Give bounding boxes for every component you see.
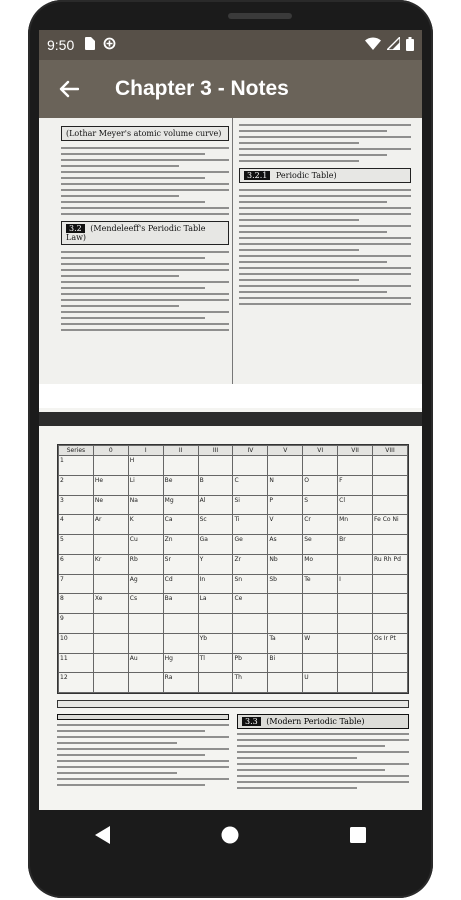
table-cell: 4 xyxy=(59,515,94,535)
table-cell xyxy=(198,456,233,476)
table-header-cell: IV xyxy=(233,446,268,456)
table-cell: Ra xyxy=(163,673,198,693)
table-cell: Os Ir Pt xyxy=(373,633,408,653)
data-saver-icon xyxy=(103,37,116,53)
table-cell xyxy=(338,633,373,653)
table-cell xyxy=(373,535,408,555)
table-cell xyxy=(93,653,128,673)
table-cell xyxy=(128,614,163,634)
table-cell: Tl xyxy=(198,653,233,673)
battery-icon xyxy=(406,37,414,54)
table-cell: N xyxy=(268,475,303,495)
table-cell: Th xyxy=(233,673,268,693)
table-cell xyxy=(163,456,198,476)
table-cell: Ti xyxy=(233,515,268,535)
table-cell: F xyxy=(338,475,373,495)
table-row xyxy=(59,594,408,614)
table-cell: C xyxy=(233,475,268,495)
table-cell: H xyxy=(128,456,163,476)
table-cell: In xyxy=(198,574,233,594)
table-cell xyxy=(93,574,128,594)
table-cell xyxy=(338,673,373,693)
table-cell: B xyxy=(198,475,233,495)
column-divider xyxy=(232,118,233,384)
table-cell xyxy=(163,633,198,653)
table-cell: Bi xyxy=(268,653,303,673)
periodic-table xyxy=(57,444,409,694)
table-row xyxy=(59,574,408,594)
table-cell: Fe Co Ni xyxy=(373,515,408,535)
table-cell: Sc xyxy=(198,515,233,535)
table-cell: Ca xyxy=(163,515,198,535)
table-cell: 8 xyxy=(59,594,94,614)
table-cell: Xe xyxy=(93,594,128,614)
table-cell: Na xyxy=(128,495,163,515)
table-cell xyxy=(233,614,268,634)
table-cell: Ce xyxy=(233,594,268,614)
table-cell xyxy=(93,633,128,653)
table-cell xyxy=(163,614,198,634)
table-cell xyxy=(373,495,408,515)
page1-section-box: (Lothar Meyer's atomic volume curve) xyxy=(61,126,229,141)
table-header-cell: III xyxy=(198,446,233,456)
table-cell: Kr xyxy=(93,554,128,574)
wifi-icon xyxy=(365,37,381,53)
table-cell: S xyxy=(303,495,338,515)
signal-icon xyxy=(387,37,400,53)
document-page-1 xyxy=(39,118,422,384)
sim-card-icon xyxy=(84,37,95,53)
table-cell: W xyxy=(303,633,338,653)
page2-lower-left-column xyxy=(57,714,229,793)
table-header-cell: Series xyxy=(59,446,94,456)
table-cell: Mn xyxy=(338,515,373,535)
table-cell: Cr xyxy=(303,515,338,535)
page2-lower-box xyxy=(57,700,409,708)
nav-back-button[interactable] xyxy=(73,810,133,860)
table-cell: Ta xyxy=(268,633,303,653)
table-cell: Cs xyxy=(128,594,163,614)
table-cell xyxy=(373,594,408,614)
table-cell: Br xyxy=(338,535,373,555)
table-cell: Pb xyxy=(233,653,268,673)
page1-left-column xyxy=(61,120,229,335)
table-cell xyxy=(373,456,408,476)
table-cell: 5 xyxy=(59,535,94,555)
table-cell: Au xyxy=(128,653,163,673)
table-cell: Hg xyxy=(163,653,198,673)
back-button[interactable] xyxy=(39,60,99,118)
table-cell: Sr xyxy=(163,554,198,574)
table-cell: I xyxy=(338,574,373,594)
document-viewer[interactable] xyxy=(39,118,422,810)
page2-header-strip xyxy=(39,412,422,426)
status-bar xyxy=(39,30,422,60)
table-cell xyxy=(268,594,303,614)
page1-right-column xyxy=(239,120,411,309)
table-row xyxy=(59,653,408,673)
table-cell xyxy=(93,535,128,555)
table-cell xyxy=(338,653,373,673)
table-cell: Cd xyxy=(163,574,198,594)
table-cell xyxy=(233,633,268,653)
table-cell xyxy=(93,614,128,634)
table-cell: Y xyxy=(198,554,233,574)
table-cell xyxy=(268,673,303,693)
table-cell xyxy=(338,554,373,574)
page2-section-heading-left xyxy=(57,714,229,720)
table-cell: Sn xyxy=(233,574,268,594)
table-cell: 11 xyxy=(59,653,94,673)
table-row xyxy=(59,673,408,693)
table-cell: Ga xyxy=(198,535,233,555)
table-row xyxy=(59,614,408,634)
table-cell xyxy=(303,614,338,634)
circle-home-icon xyxy=(221,826,239,844)
table-cell xyxy=(303,594,338,614)
table-cell xyxy=(338,614,373,634)
table-header-cell: VIII xyxy=(373,446,408,456)
table-cell: He xyxy=(93,475,128,495)
table-cell xyxy=(303,456,338,476)
table-cell: Be xyxy=(163,475,198,495)
table-cell: 9 xyxy=(59,614,94,634)
table-cell xyxy=(268,614,303,634)
page2-lower-right-column xyxy=(237,714,409,793)
table-row xyxy=(59,633,408,653)
table-cell: As xyxy=(268,535,303,555)
table-header-cell: V xyxy=(268,446,303,456)
table-cell: Ge xyxy=(233,535,268,555)
table-cell xyxy=(338,456,373,476)
table-cell: Zr xyxy=(233,554,268,574)
table-header-cell: 0 xyxy=(93,446,128,456)
phone-speaker xyxy=(228,13,292,19)
table-cell xyxy=(198,673,233,693)
table-cell: Te xyxy=(303,574,338,594)
table-header-cell: VI xyxy=(303,446,338,456)
table-cell: O xyxy=(303,475,338,495)
table-cell xyxy=(338,594,373,614)
table-cell: Cu xyxy=(128,535,163,555)
table-cell xyxy=(373,574,408,594)
table-cell: 10 xyxy=(59,633,94,653)
document-page-2 xyxy=(39,408,422,810)
page-separator xyxy=(39,384,422,408)
table-cell: Cl xyxy=(338,495,373,515)
table-cell xyxy=(373,614,408,634)
table-header-cell: II xyxy=(163,446,198,456)
table-row xyxy=(59,475,408,495)
table-cell: Si xyxy=(233,495,268,515)
table-cell: 12 xyxy=(59,673,94,693)
table-cell xyxy=(373,475,408,495)
table-cell xyxy=(268,456,303,476)
table-cell: Ne xyxy=(93,495,128,515)
table-cell: Mo xyxy=(303,554,338,574)
table-cell xyxy=(373,653,408,673)
table-row xyxy=(59,535,408,555)
table-cell: Ar xyxy=(93,515,128,535)
table-cell: K xyxy=(128,515,163,535)
table-row xyxy=(59,456,408,476)
table-row xyxy=(59,515,408,535)
table-cell: U xyxy=(303,673,338,693)
arrow-back-icon xyxy=(59,80,79,98)
table-cell: Mg xyxy=(163,495,198,515)
page-title: Chapter 3 - Notes xyxy=(115,77,289,100)
table-cell: Ru Rh Pd xyxy=(373,554,408,574)
app-bar xyxy=(39,60,422,118)
table-cell xyxy=(93,673,128,693)
table-cell xyxy=(233,456,268,476)
table-cell: Al xyxy=(198,495,233,515)
table-cell: Sb xyxy=(268,574,303,594)
page2-lower-text xyxy=(57,700,409,793)
table-cell: V xyxy=(268,515,303,535)
table-cell: 2 xyxy=(59,475,94,495)
table-cell xyxy=(128,673,163,693)
device-screen xyxy=(39,30,422,810)
table-cell xyxy=(303,653,338,673)
system-navigation-bar xyxy=(39,810,422,860)
page1-section-heading-left: 3.2 (Mendeleeff's Periodic Table Law) xyxy=(61,221,229,245)
square-recents-icon xyxy=(350,827,366,843)
table-cell: Zn xyxy=(163,535,198,555)
table-header-cell: VII xyxy=(338,446,373,456)
table-cell: Ag xyxy=(128,574,163,594)
table-header-cell: I xyxy=(128,446,163,456)
page1-section-heading-right: 3.2.1 Periodic Table) xyxy=(239,168,411,183)
status-time: 9:50 xyxy=(47,37,75,53)
table-cell: 7 xyxy=(59,574,94,594)
triangle-back-icon xyxy=(95,826,111,844)
nav-recents-button[interactable] xyxy=(328,810,388,860)
nav-home-button[interactable] xyxy=(200,810,260,860)
table-row xyxy=(59,554,408,574)
table-cell: 1 xyxy=(59,456,94,476)
table-cell: P xyxy=(268,495,303,515)
table-cell: Se xyxy=(303,535,338,555)
page2-section-heading-right: 3.3 (Modern Periodic Table) xyxy=(237,714,409,729)
table-cell: 3 xyxy=(59,495,94,515)
table-cell: 6 xyxy=(59,554,94,574)
table-row xyxy=(59,495,408,515)
table-cell xyxy=(198,614,233,634)
table-cell xyxy=(373,673,408,693)
table-cell xyxy=(93,456,128,476)
table-cell: Ba xyxy=(163,594,198,614)
table-cell: Yb xyxy=(198,633,233,653)
table-cell: La xyxy=(198,594,233,614)
table-cell xyxy=(128,633,163,653)
table-cell: Nb xyxy=(268,554,303,574)
table-cell: Li xyxy=(128,475,163,495)
table-cell: Rb xyxy=(128,554,163,574)
